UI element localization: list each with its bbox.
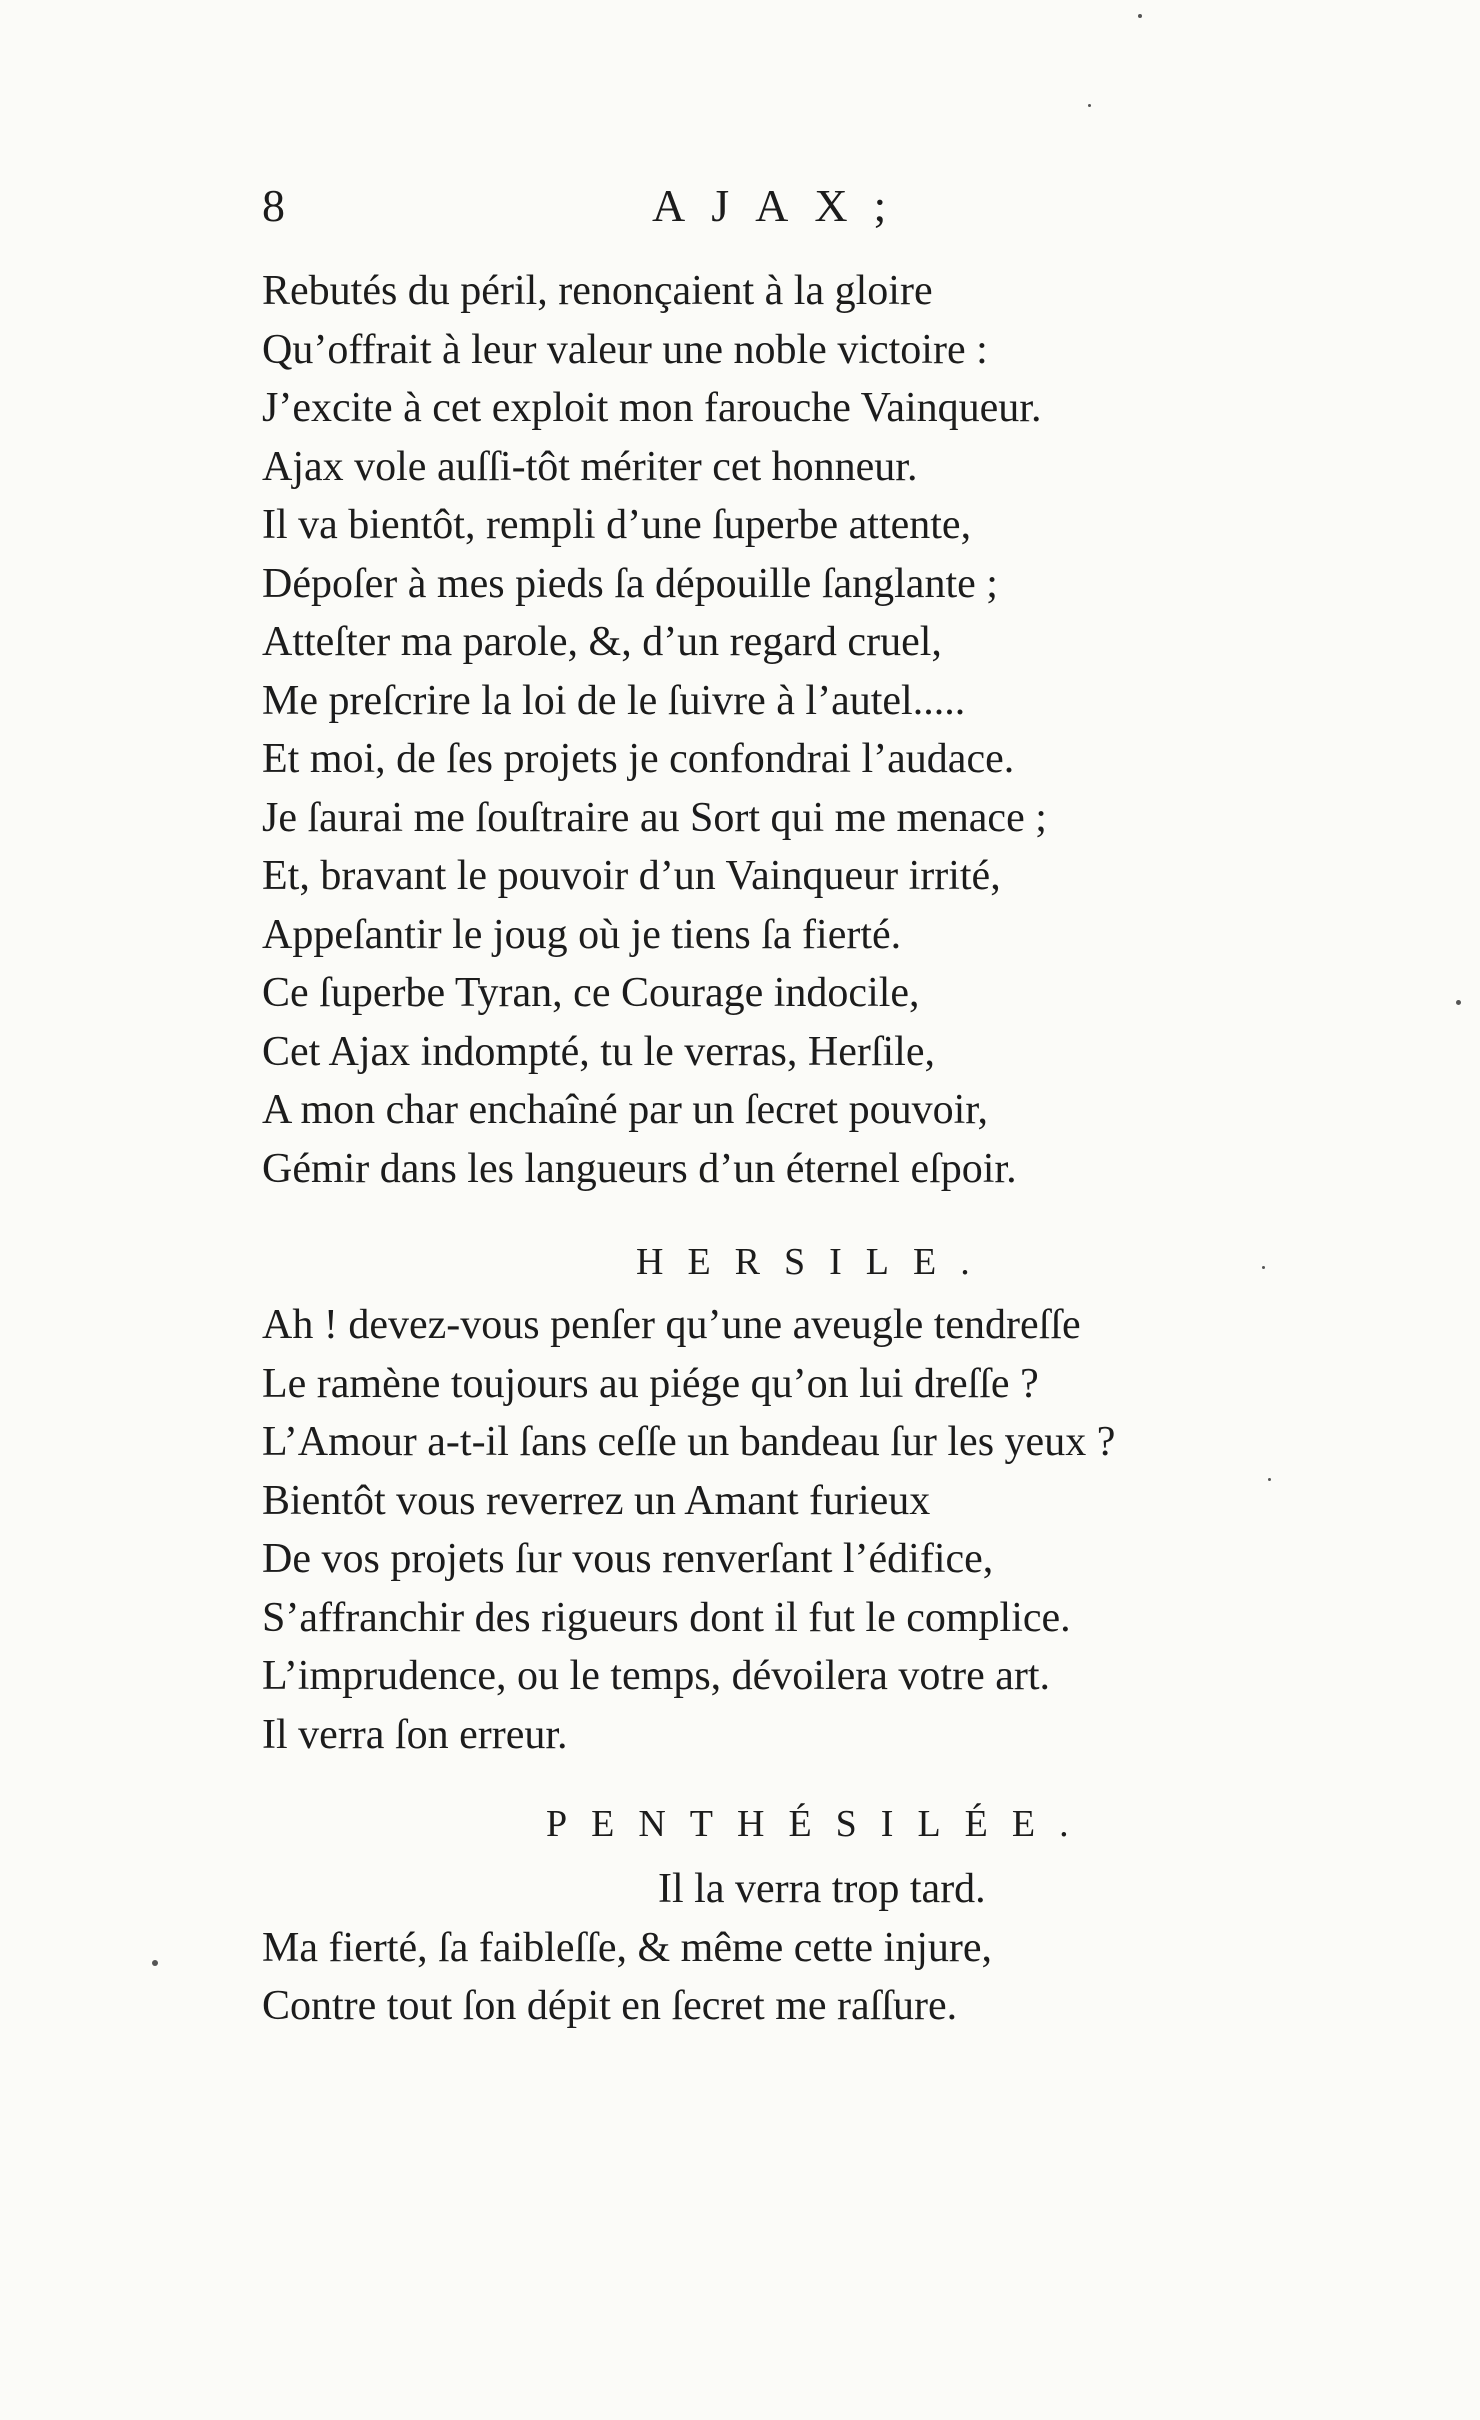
verse-passage-2	[262, 1296, 1262, 1764]
verse-line: L’Amour a-t-il ſans ceſſe un bandeau ſur les yeux ?	[262, 1419, 1116, 1465]
verse-line: Cet Ajax indompté, tu le verras, Herſile,	[262, 1028, 935, 1075]
verse-line: Me preſcrire la loi de le ſuivre à l’autel.....	[262, 677, 966, 724]
verse-line: Et moi, de ſes projets je confondrai l’audace.	[262, 736, 1015, 782]
verse-line: Et, bravant le pouvoir d’un Vainqueur irrité,	[262, 853, 1001, 899]
verse-line: J’excite à cet exploit mon farouche Vainqueur.	[262, 385, 1042, 431]
verse-line: Ma fierté, ſa faibleſſe, & même cette injure,	[262, 1924, 992, 1971]
verse-line: Gémir dans les langueurs d’un éternel eſpoir.	[262, 1145, 1017, 1192]
running-title: AJAX;	[652, 180, 913, 231]
verse-line: L’imprudence, ou le temps, dévoilera votre art.	[262, 1653, 1051, 1699]
ink-speck	[1456, 1000, 1461, 1005]
verse-line: Atteſter ma parole, &, d’un regard cruel,	[262, 619, 942, 665]
ink-speck	[1088, 104, 1091, 107]
running-head	[262, 176, 1162, 236]
verse-passage-3	[262, 1860, 1262, 2036]
ink-speck	[1268, 1478, 1271, 1481]
verse-line: Ce ſuperbe Tyran, ce Courage indocile,	[262, 970, 920, 1016]
page-number: 8	[262, 180, 285, 231]
verse-line: Je ſaurai me ſouſtraire au Sort qui me menace ;	[262, 794, 1047, 841]
speaker-penthesilee: PENTHÉSILÉE.	[546, 1803, 1093, 1845]
verse-line: Dépoſer à mes pieds ſa dépouille ſanglante ;	[262, 560, 998, 607]
ink-speck	[1262, 1266, 1265, 1269]
verse-line: Contre tout ſon dépit en ſecret me raſſure.	[262, 1983, 958, 2029]
verse-line: Ah ! devez-vous penſer qu’une aveugle tendreſſe	[262, 1302, 1081, 1348]
verse-line: Ajax vole auſſi-tôt mériter cet honneur.	[262, 443, 918, 490]
verse-line-half: Il la verra trop tard.	[658, 1866, 986, 1912]
verse-line: Le ramène toujours au piége qu’on lui dreſſe ?	[262, 1360, 1039, 1407]
verse-line: Appeſantir le joug où je tiens ſa fierté.	[262, 911, 902, 958]
ink-speck	[152, 1960, 158, 1966]
speaker-hersile: HERSILE.	[636, 1241, 994, 1283]
verse-line: Il va bientôt, rempli d’une ſuperbe attente,	[262, 502, 972, 548]
verse-line: Il verra ſon erreur.	[262, 1711, 568, 1758]
verse-line: De vos projets ſur vous renverſant l’édifice,	[262, 1536, 994, 1582]
verse-line: Bientôt vous reverrez un Amant furieux	[262, 1477, 931, 1524]
verse-line: S’affranchir des rigueurs dont il fut le complice.	[262, 1594, 1071, 1641]
ink-speck	[1138, 14, 1142, 18]
verse-passage-1	[262, 262, 1262, 1198]
verse-line: Rebutés du péril, renonçaient à la gloire	[262, 268, 933, 314]
verse-line: A mon char enchaîné par un ſecret pouvoir,	[262, 1087, 989, 1133]
verse-line: Qu’offrait à leur valeur une noble victoire :	[262, 326, 988, 373]
